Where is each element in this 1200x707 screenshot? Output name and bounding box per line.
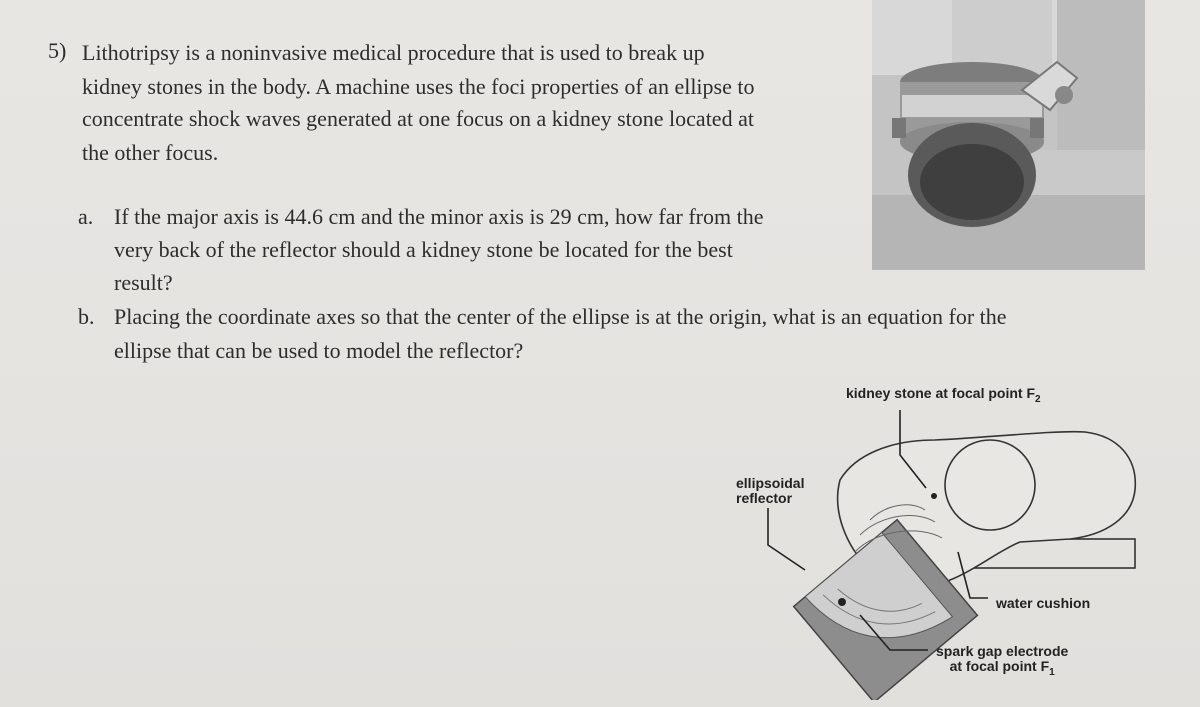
label-electrode-f1-sub: 1 (1049, 666, 1055, 678)
part-b-letter: b. (78, 304, 95, 329)
label-ellipsoidal-reflector (736, 476, 804, 505)
label-kidney-stone-sub: 2 (1035, 393, 1041, 405)
label-reflector-line-2: reflector (736, 489, 793, 506)
part-a-line-3: result? (114, 270, 173, 295)
problem-number: 5) (48, 38, 67, 63)
part-a-line-1: If the major axis is 44.6 cm and the minor axis is 29 cm, how far from the (114, 204, 764, 229)
intro-line-4: the other focus. (82, 140, 219, 165)
part-a-line-2: very back of the reflector should a kidney stone be located for the best (114, 237, 733, 262)
label-spark-gap-electrode (936, 644, 1068, 678)
intro-line-2: kidney stones in the body. A machine uses the foci properties of an ellipse to (82, 74, 755, 99)
label-kidney-stone-f2 (846, 386, 1041, 405)
label-electrode-line-2 (936, 659, 1068, 678)
lithotripter-photo (872, 0, 1145, 270)
lithotripsy-diagram (720, 370, 1180, 700)
label-reflector-line-1: ellipsoidal (736, 475, 805, 491)
part-b-line-1: Placing the coordinate axes so that the center of the ellipse is at the origin, what is an equation for the (114, 304, 1007, 329)
label-electrode-f1-text: at focal point F (949, 657, 1050, 674)
part-b-line-2: ellipse that can be used to model the reflector? (114, 338, 524, 363)
label-kidney-stone-text: kidney stone at focal point F (846, 385, 1036, 401)
part-a-letter: a. (78, 204, 94, 229)
label-electrode-line-1: spark gap electrode (936, 643, 1069, 659)
lithotripter-illustration (872, 0, 1145, 270)
intro-line-3: concentrate shock waves generated at one focus on a kidney stone located at (82, 106, 754, 131)
label-water-cushion: water cushion (996, 595, 1091, 611)
intro-line-1: Lithotripsy is a noninvasive medical procedure that is used to break up (82, 40, 705, 65)
